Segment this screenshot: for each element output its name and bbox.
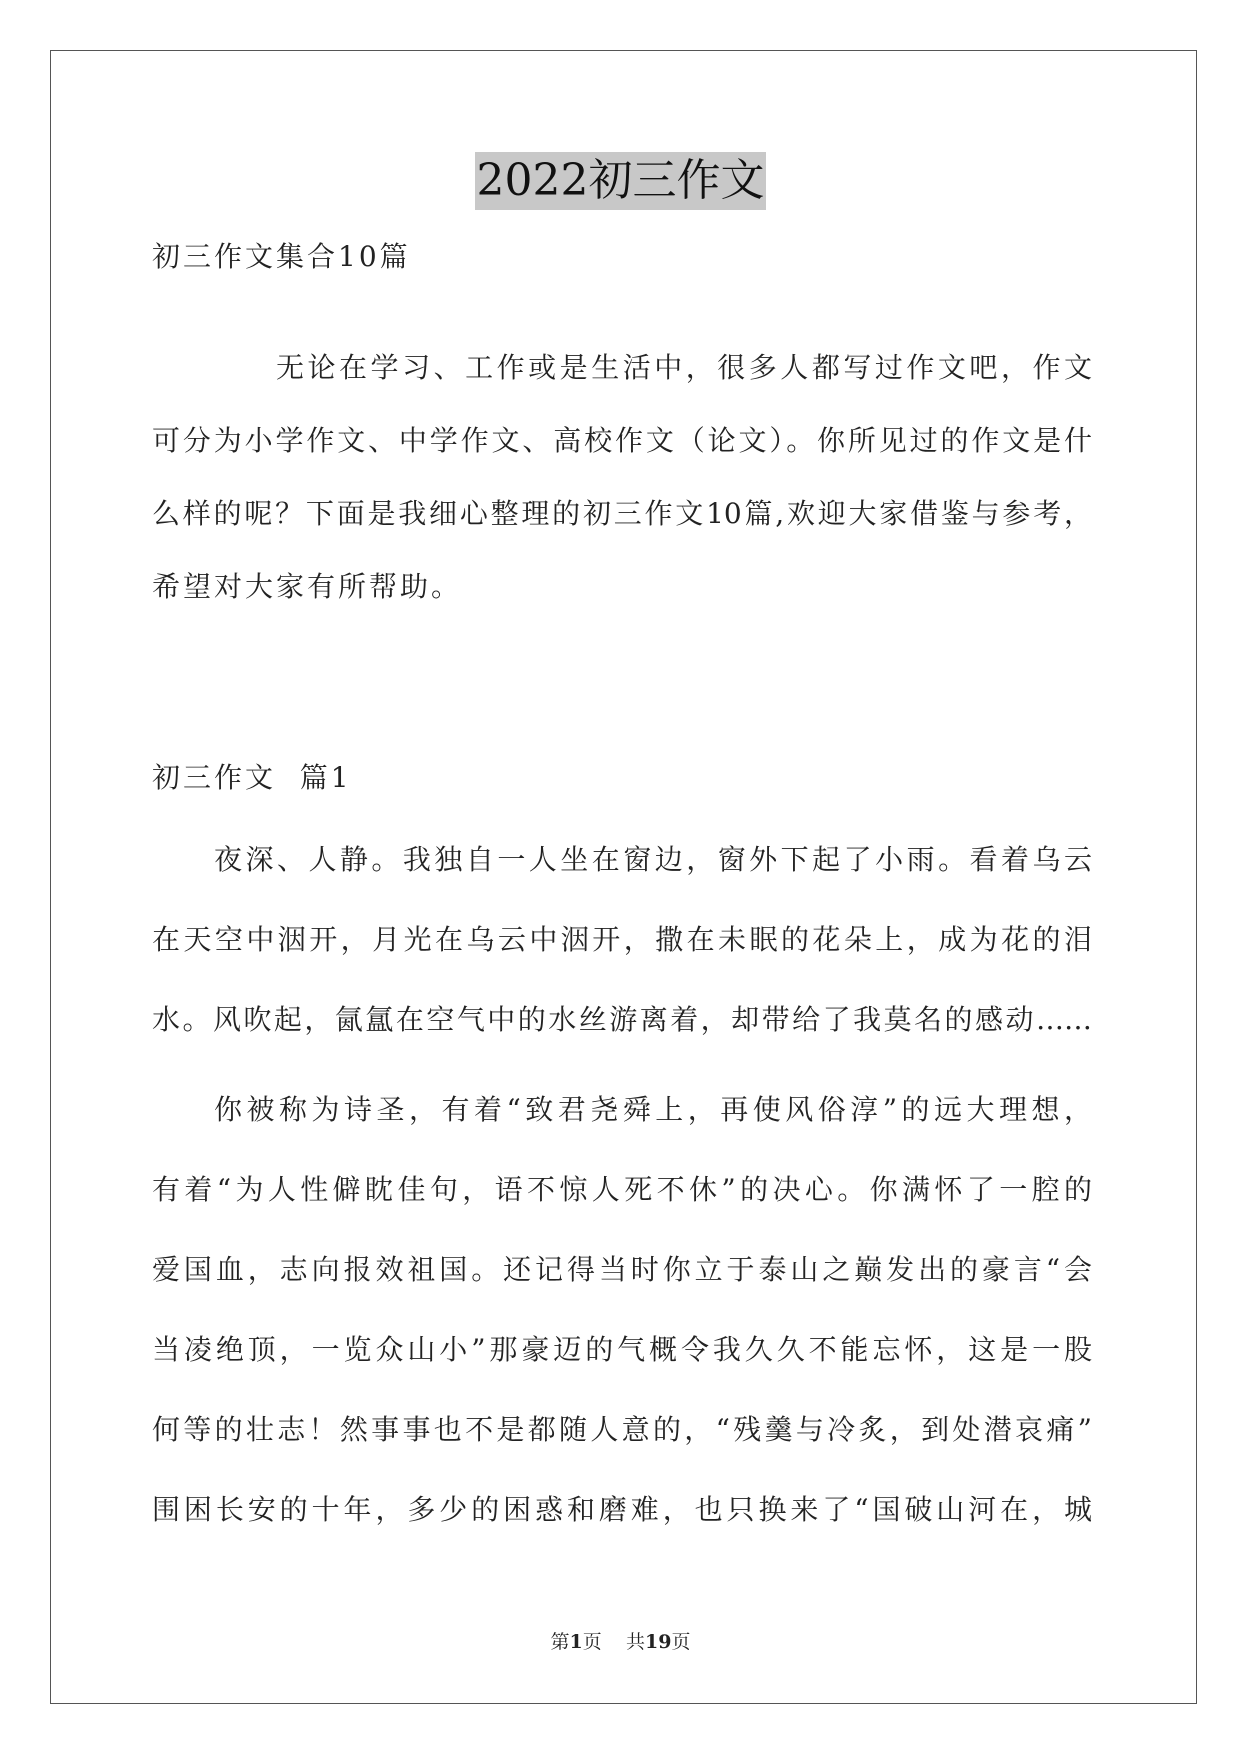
body-line-6: 爱国血，志向报效祖国。还记得当时你立于泰山之巅发出的豪言“会	[152, 1253, 1092, 1286]
page-footer	[0, 1630, 1241, 1654]
body-line-2: 在天空中洇开，月光在乌云中洇开，撒在未眠的花朵上，成为花的泪	[152, 923, 1092, 956]
footer-total-prefix: 共	[625, 1631, 645, 1653]
body-line-9: 围困长安的十年，多少的困惑和磨难，也只换来了“国破山河在，城	[152, 1493, 1092, 1526]
footer-prefix: 第	[550, 1631, 570, 1653]
footer-total-pages: 19	[644, 1631, 672, 1653]
document-title: 2022初三作文	[475, 152, 767, 210]
body-line-7: 当凌绝顶，一览众山小”那豪迈的气概令我久久不能忘怀，这是一股	[152, 1333, 1092, 1366]
footer-total-word: 页	[671, 1631, 691, 1653]
body-line-4: 你被称为诗圣，有着“致君尧舜上，再使风俗淳”的远大理想，	[214, 1093, 1092, 1126]
title-container	[0, 152, 1241, 210]
body-line-3: 水。风吹起，氤氲在空气中的水丝游离着，却带给了我莫名的感动……	[152, 1003, 1092, 1036]
intro-line-1: 无论在学习、工作或是生活中，很多人都写过作文吧，作文	[276, 351, 1092, 384]
intro-line-3: 么样的呢？下面是我细心整理的初三作文10篇,欢迎大家借鉴与参考，	[152, 497, 1092, 530]
intro-line-4: 希望对大家有所帮助。	[152, 570, 463, 603]
footer-page-number: 1	[569, 1631, 583, 1653]
intro-line-2: 可分为小学作文、中学作文、高校作文（论文）。你所见过的作文是什	[152, 424, 1092, 457]
footer-page-word: 页	[582, 1631, 602, 1653]
document-subtitle: 初三作文集合10篇	[152, 240, 411, 273]
body-line-5: 有着“为人性僻眈佳句，语不惊人死不休”的决心。你满怀了一腔的	[152, 1173, 1092, 1206]
body-line-8: 何等的壮志！然事事也不是都随人意的，“残羹与冷炙，到处潜哀痛”	[152, 1413, 1092, 1446]
body-line-1: 夜深、人静。我独自一人坐在窗边，窗外下起了小雨。看着乌云	[214, 843, 1092, 876]
section-heading: 初三作文 篇1	[152, 761, 352, 794]
